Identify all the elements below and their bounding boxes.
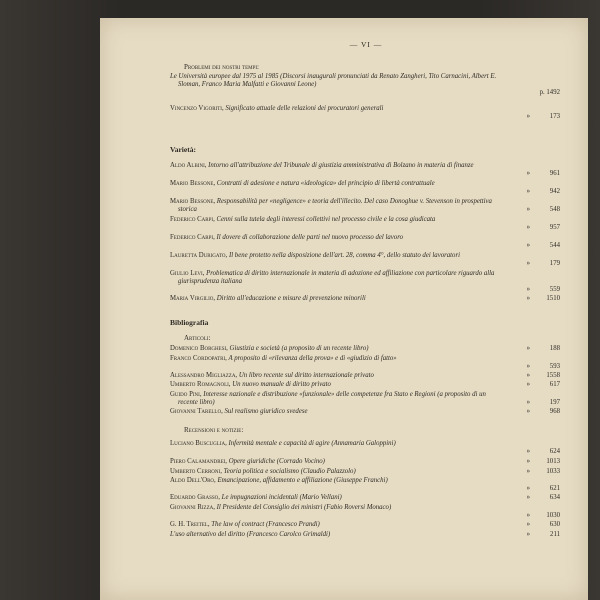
entry-text [170, 468, 500, 476]
entry-page: p. 1492 [539, 89, 560, 96]
entry-ditto: » [526, 485, 530, 492]
entry-text [170, 408, 500, 416]
entry-page: 624 [549, 448, 560, 455]
entry-title: Contratti di adesione e natura «ideologica» del principio di libertà contrattuale [216, 180, 435, 187]
entry-ditto: » [526, 345, 530, 352]
entry-ditto: » [526, 242, 530, 249]
entry-ditto: » [526, 468, 530, 475]
entry-page: 968 [549, 408, 560, 415]
entry-ditto: » [526, 206, 530, 213]
entry-text [170, 531, 500, 539]
entry-text [170, 440, 500, 448]
entry-ditto: » [526, 188, 530, 195]
entry-ditto: » [526, 381, 530, 388]
entry-page: 957 [549, 224, 560, 231]
entry-text [170, 477, 500, 485]
entry-ditto: » [526, 458, 530, 465]
entry-author: Luciano Buscuglia, [170, 440, 227, 447]
entry-ditto: » [526, 521, 530, 528]
entry-ditto: » [526, 224, 530, 231]
entry-title: Giustizia e società (a proposito di un recente libro) [229, 345, 369, 352]
entry-text [170, 345, 500, 353]
entry-text [170, 504, 500, 512]
entry-ditto: » [526, 448, 530, 455]
entry-ditto: » [526, 399, 530, 406]
entry-author: Giovanni Tarello, [170, 408, 223, 415]
entry-page: 617 [549, 381, 560, 388]
entry-text [170, 73, 500, 90]
entry-page: 179 [549, 260, 560, 267]
entry-page: 188 [549, 345, 560, 352]
entry-title: Sul realismo giuridico svedese [224, 408, 308, 415]
entry-page: 1030 [546, 512, 560, 519]
entry-title: A proposito di «rilevanza della prova» e di «giudizio di fatto» [228, 355, 397, 362]
entry-author: Aldo Albini, [170, 162, 207, 169]
entry-page: 942 [549, 188, 560, 195]
entry-author: Federico Carpi, [170, 216, 215, 223]
entry-title: The law of contract (Francesco Prandi) [211, 521, 320, 528]
entry-author: Piero Calamandrei, [170, 458, 227, 465]
entry-title: Un nuovo manuale di diritto privato [232, 381, 331, 388]
entry-text [170, 234, 500, 242]
entry-ditto: » [526, 408, 530, 415]
entry-ditto: » [526, 531, 530, 538]
entry-text [170, 162, 500, 170]
entry-author: Giulio Levi, [170, 270, 205, 277]
entry-text [170, 391, 500, 408]
entry-title: Emancipazione, affidamento e affiliazione (Giuseppe Franchi) [217, 477, 388, 484]
subsection-heading-articoli: Articoli: [184, 334, 211, 342]
entry-title: Infermità mentale e capacità di agire (Annamaria Galoppini) [228, 440, 396, 447]
entry-page: 173 [549, 113, 560, 120]
entry-title: Il Presidente del Consiglio dei ministri (Fabio Roversi Monaco) [216, 504, 392, 511]
entry-page: 961 [549, 170, 560, 177]
entry-title: Un libro recente sul diritto internazionale privato [238, 372, 374, 379]
entry-page: 1510 [546, 295, 560, 302]
entry-title: Problematica di diritto internazionale in materia di adozione ed affiliazione con particolare riguardo alla giurisprudenza italiana [178, 270, 495, 286]
entry-author: Umberto Cerroni, [170, 468, 222, 475]
entry-text [170, 494, 500, 502]
entry-text [170, 216, 500, 224]
entry-author: G. H. Treitel, [170, 521, 210, 528]
entry-page: 548 [549, 206, 560, 213]
entry-ditto: » [526, 494, 530, 501]
entry-page: 559 [549, 286, 560, 293]
entry-page: 634 [549, 494, 560, 501]
entry-page: 1033 [546, 468, 560, 475]
entry-author: Federico Carpi, [170, 234, 215, 241]
entry-title: Le impugnazioni incidentali (Mario Vellani) [221, 494, 342, 501]
entry-ditto: » [526, 113, 530, 120]
entry-page: 630 [549, 521, 560, 528]
running-header: — VI — [349, 40, 383, 49]
entry-text [170, 381, 500, 389]
entry-title: Teoria politica e socialismo (Claudio Palazzolo) [223, 468, 356, 475]
entry-page: 621 [549, 485, 560, 492]
entry-title: Opere giuridiche (Corrado Vocino) [228, 458, 325, 465]
entry-ditto: » [526, 286, 530, 293]
entry-text [170, 270, 500, 287]
entry-author: Vincenzo Vigoriti, [170, 105, 224, 112]
entry-title: Significato attuale delle relazioni dei procuratori generali [225, 105, 384, 112]
entry-text [170, 180, 500, 188]
entry-ditto: » [526, 295, 530, 302]
entry-text [170, 252, 500, 260]
entry-author: Eduardo Grasso, [170, 494, 220, 501]
entry-author: Guido Pini, [170, 391, 202, 398]
entry-text [170, 295, 500, 303]
entry-ditto: » [526, 512, 530, 519]
entry-page: 211 [550, 531, 560, 538]
entry-title: Diritto all'educazione e misure di prevenzione minorili [216, 295, 366, 302]
section-heading-varieta: Varietà: [170, 145, 196, 154]
entry-text [170, 105, 500, 113]
entry-text [170, 458, 500, 466]
entry-author: Umberto Romagnoli, [170, 381, 231, 388]
entry-author: Franco Cordopatri, [170, 355, 227, 362]
entry-title: Il dovere di collaborazione delle parti nel nuovo processo del lavoro [216, 234, 403, 241]
entry-author: Giovanni Rizza, [170, 504, 215, 511]
subsection-heading-recensioni: Recensioni e notizie: [184, 426, 244, 434]
entry-text [170, 521, 500, 529]
entry-text [170, 372, 500, 380]
entry-page: 544 [549, 242, 560, 249]
entry-author: Mario Bessone, [170, 198, 216, 205]
entry-title: Il bene protetto nella disposizione dell'art. 28, comma 4°, dello statuto dei lavoratori [228, 252, 460, 259]
section-heading-problemi: Problemi dei nostri tempi: [184, 63, 259, 71]
entry-title: Intorno all'attribuzione del Tribunale di giustizia amministrativa di Bolzano in materia di finanze [208, 162, 474, 169]
entry-ditto: » [526, 372, 530, 379]
entry-page: 197 [549, 399, 560, 406]
entry-ditto: » [526, 363, 530, 370]
section-heading-bibliografia: Bibliografia [170, 318, 209, 327]
entry-page: 1013 [546, 458, 560, 465]
entry-author: Domenico Borghesi, [170, 345, 228, 352]
book-page [100, 18, 588, 600]
entry-title: Le Università europee dal 1975 al 1985 (Discorsi inaugurali pronunciati da Renato Zangheri, Tito Carnacini, Albert E. Sloman, Franco Maria Malfatti e Giovanni Leone) [170, 73, 497, 89]
entry-author: Maria Virgilio, [170, 295, 216, 302]
entry-page: 593 [549, 363, 560, 370]
entry-text [170, 198, 500, 215]
entry-title: Interesse nazionale e distribuzione «funzionale» delle competenze fra Stato e Regioni (a proposito di un recente libro) [178, 391, 486, 407]
entry-author: Aldo Dell'Oro, [170, 477, 216, 484]
entry-title: L'uso alternativo del diritto (Francesco Carolco Grimaldi) [170, 531, 331, 538]
entry-author: Alessandro Migliazza, [170, 372, 238, 379]
entry-ditto: » [526, 260, 530, 267]
entry-author: Mario Bessone, [170, 180, 216, 187]
entry-ditto: » [526, 170, 530, 177]
entry-author: Lauretta Durigato, [170, 252, 228, 259]
entry-title: Responsabilità per «negligence» e teoria dell'illecito. Del caso Donoghue v. Stevenson in prospettiva storica [178, 198, 492, 214]
entry-title: Cenni sulla tutela degli interessi collettivi nel processo civile e la cosa giudicata [216, 216, 436, 223]
entry-text [170, 355, 500, 363]
entry-page: 1558 [546, 372, 560, 379]
